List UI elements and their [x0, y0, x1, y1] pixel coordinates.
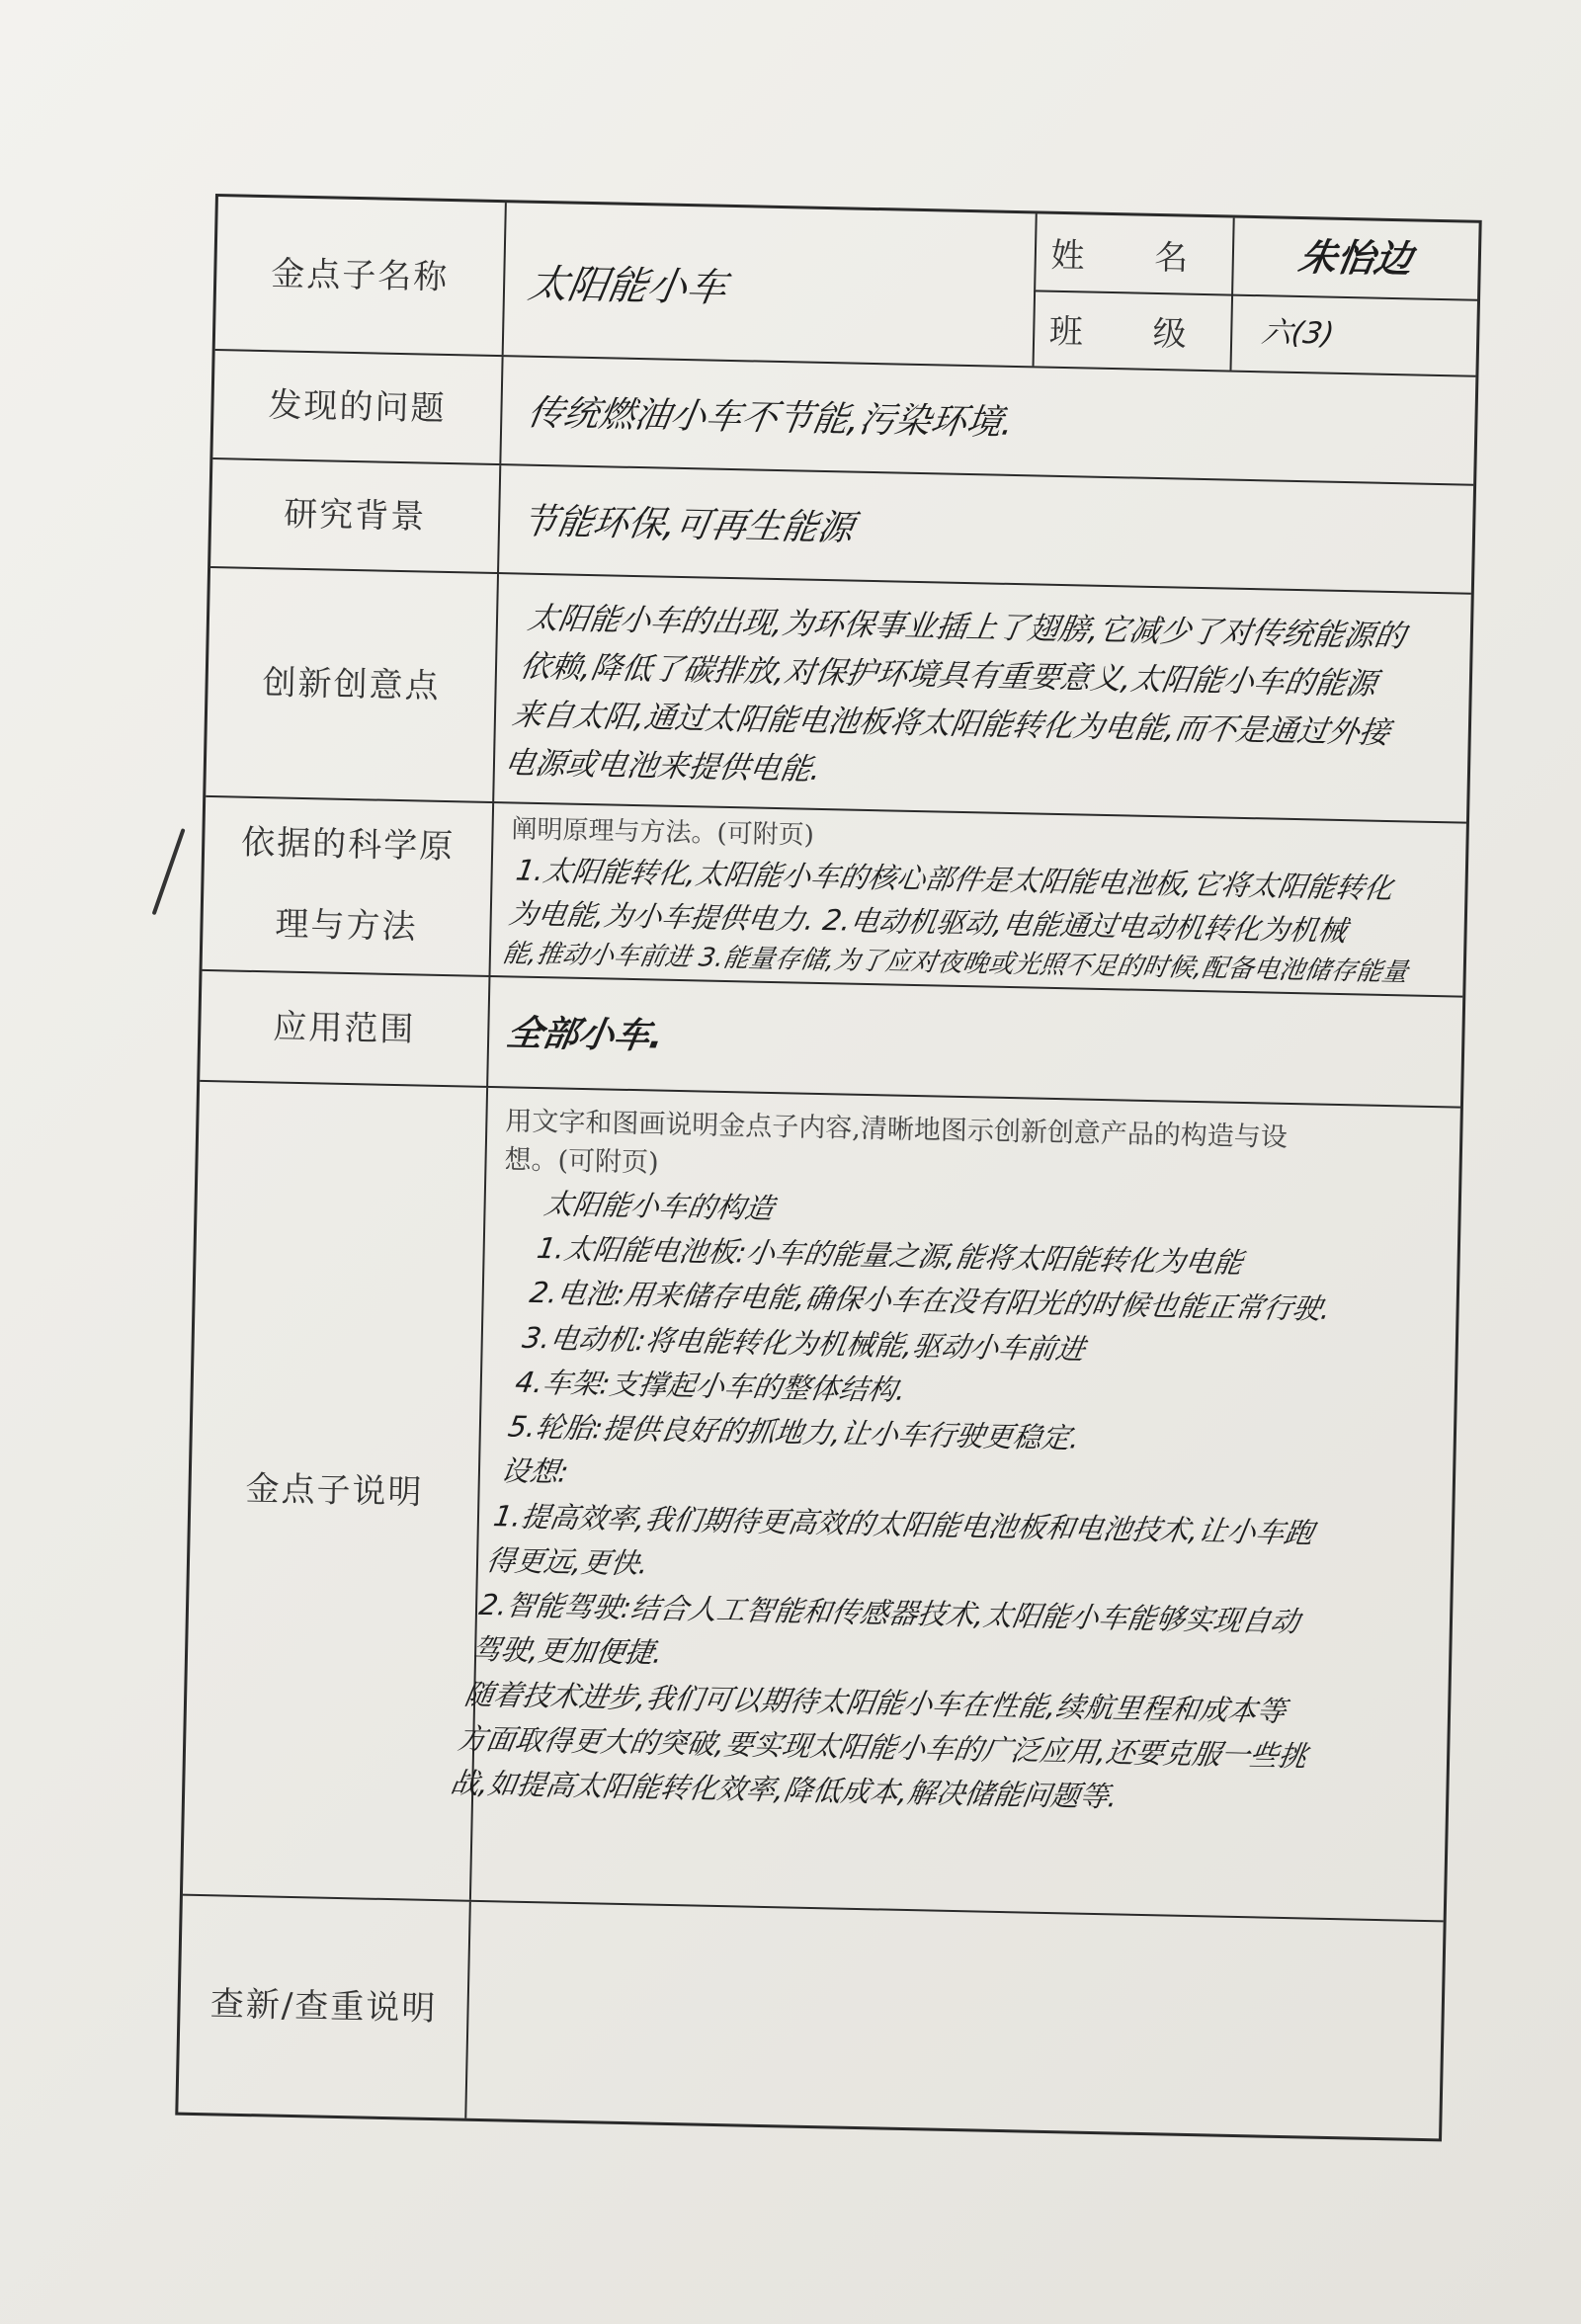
- row-description: [183, 1082, 1460, 1923]
- row-principle: [203, 797, 1466, 998]
- student-info-block: [1033, 213, 1479, 374]
- description-text: 太阳能小车的构造 1.太阳能电池板:小车的能量之源,能将太阳能转化为电能 2.电池:用来储存电能,确保小车在没有阳光的时候也能正常行驶. 3.电动机:将电能转化为机械能,驱动小车前进 4.车架:支撑起小车的整体结构. 5.轮胎:提供良好的抓地力,让小车行驶更稳定. 设想: 1.提高效率,我们期待更高效的太阳能电池板和电池技术,让小车跑 得更远,更快. 2.智能驾驶:结合人工智能和传感器技术,太阳能小车能够实现自动 驾驶,更加便捷. 随着技术进步,我们可以期待太阳能小车在性能,续航里程和成本等 方面取得更大的突破,要实现太阳能小车的广泛应用,还要克服一些挑 战,如提高太阳能转化效率,降低成本,解决储能问题等.: [448, 1187, 1333, 1814]
- problem-value: 传统燃油小车不节能,污染环境.: [525, 392, 1017, 444]
- pen-mark: [152, 828, 186, 915]
- row-idea-name: [215, 197, 1479, 377]
- idea-name-label: 金点子名称: [215, 197, 507, 355]
- background-label: 研究背景: [210, 459, 501, 572]
- principle-hint: 阐明原理与方法。(可附页): [511, 814, 815, 851]
- check-value: [466, 1902, 1443, 2139]
- student-name-value: 朱怡边: [1295, 235, 1416, 282]
- scope-value: 全部小车.: [504, 1013, 667, 1057]
- idea-form-table: [175, 194, 1481, 2141]
- class-label: 班 级: [1048, 311, 1217, 356]
- check-label: 查新/查重说明: [178, 1896, 471, 2118]
- innovation-text: 太阳能小车的出现,为环保事业插上了翅膀,它减少了对传统能源的 依赖,降低了碳排放,对保护环境具有重要意义,太阳能小车的能源 来自太阳,通过太阳能电池板将太阳能转化为电能,而不是通过外接 电源或电池来提供电能.: [501, 600, 1408, 788]
- idea-name-value: 太阳能小车: [525, 261, 730, 311]
- class-value: 六(3): [1259, 315, 1337, 352]
- student-name-label: 姓 名: [1050, 235, 1218, 280]
- description-label: 金点子说明: [183, 1082, 488, 1900]
- problem-label: 发现的问题: [212, 351, 503, 463]
- innovation-label: 创新创意点: [206, 568, 499, 801]
- row-innovation: [206, 568, 1471, 824]
- background-value: 节能环保,可再生能源: [518, 501, 857, 549]
- principle-label: 依据的科学原 理与方法: [203, 797, 495, 975]
- principle-text: 1.太阳能转化,太阳能小车的核心部件是太阳能电池板,它将太阳能转化 为电能,为小车提供电力. 2.电动机驱动,电能通过电动机转化为机械 能,推动小车前进 3.能量存储,为了应对夜晚或光照不足的时候,配备电池储存能量: [500, 853, 1411, 988]
- description-hint: 用文字和图画说明金点子内容,清晰地图示创新创意产品的构造与设 想。(可附页): [504, 1106, 1289, 1179]
- row-check: [178, 1896, 1443, 2139]
- scope-label: 应用范围: [200, 971, 490, 1086]
